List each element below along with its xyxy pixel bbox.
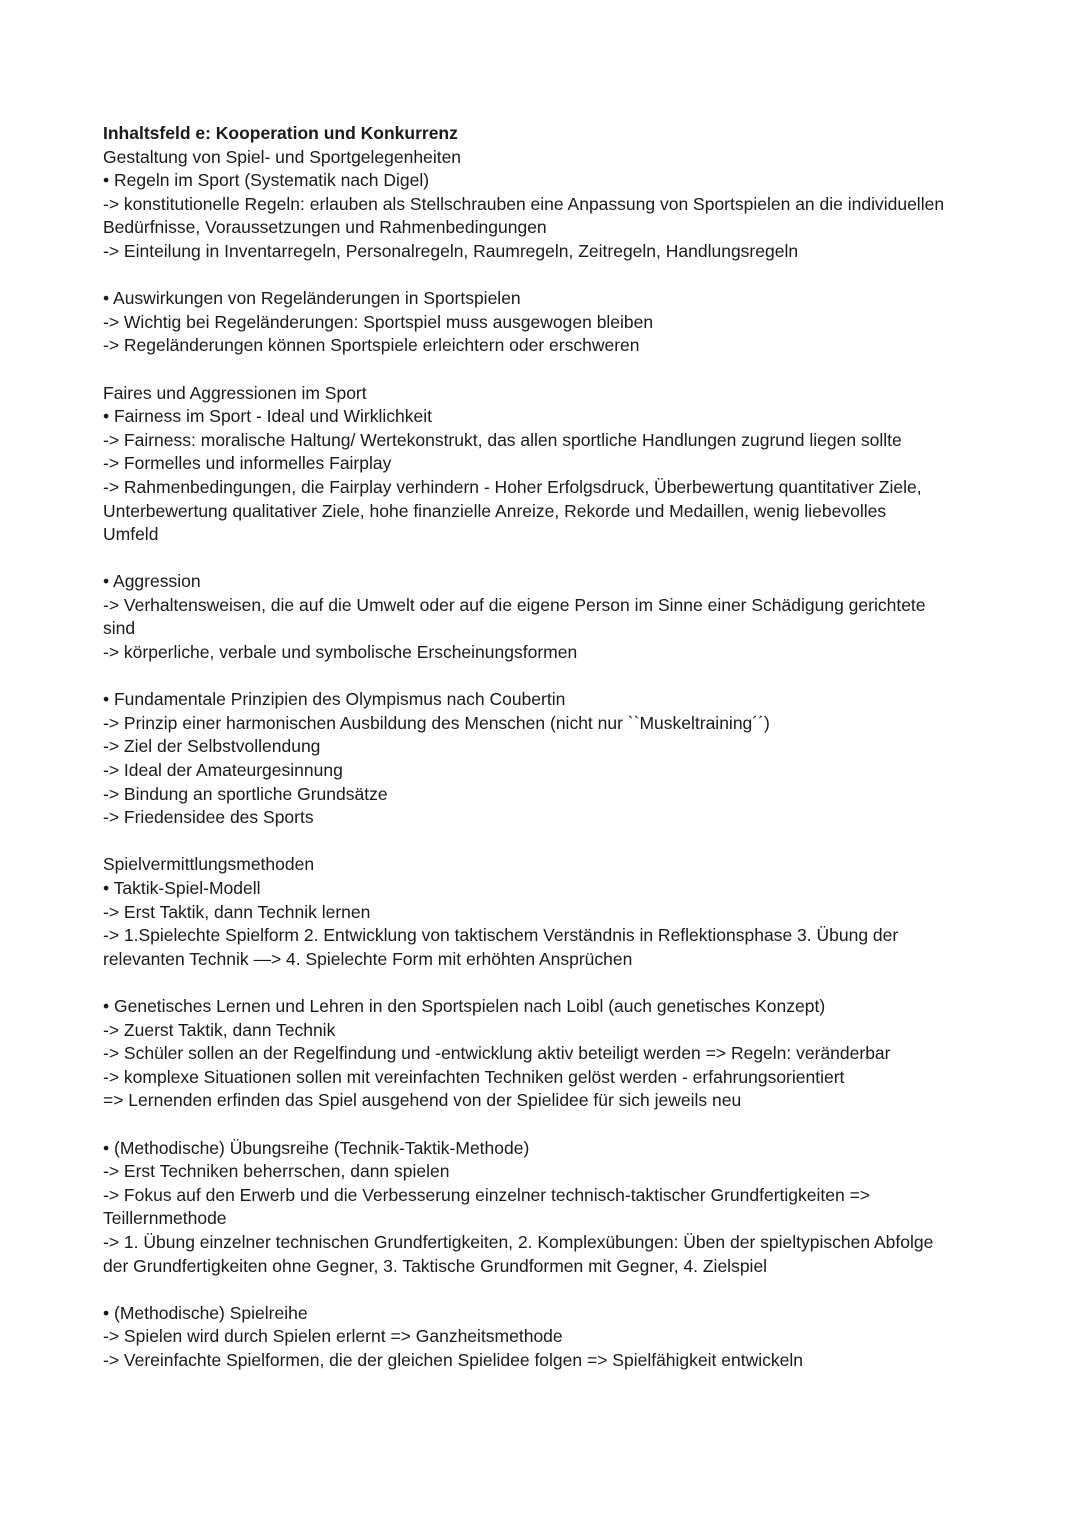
text-line: -> Friedensidee des Sports [103, 807, 314, 828]
document-heading: Inhaltsfeld e: Kooperation und Konkurrenz [103, 123, 458, 143]
blank-line [103, 264, 1003, 288]
blank-line [103, 830, 1003, 854]
text-line: Faires und Aggressionen im Sport [103, 382, 367, 403]
text-line: sind [103, 618, 136, 639]
text-line: -> Einteilung in Inventarregeln, Personalregeln, Raumregeln, Zeitregeln, Handlungsregeln [103, 240, 799, 261]
text-line: • (Methodische) Spielreihe [103, 1302, 308, 1323]
text-line: • Regeln im Sport (Systematik nach Digel) [103, 170, 430, 191]
text-line: Teillernmethode [103, 1208, 227, 1229]
text-line: Bedürfnisse, Voraussetzungen und Rahmenbedingungen [103, 217, 547, 238]
text-line: Spielvermittlungsmethoden [103, 854, 315, 875]
text-line: Gestaltung von Spiel- und Sportgelegenheiten [103, 146, 462, 167]
text-line: -> Wichtig bei Regeländerungen: Sportspiel muss ausgewogen bleiben [103, 311, 654, 332]
text-line: => Lernenden erfinden das Spiel ausgehend von der Spielidee für sich jeweils neu [103, 1090, 742, 1111]
text-line: -> Schüler sollen an der Regelfindung und -entwicklung aktiv beteiligt werden => Regeln: veränderbar [103, 1043, 891, 1064]
text-line: • Fairness im Sport - Ideal und Wirklichkeit [103, 406, 433, 427]
text-line: relevanten Technik —> 4. Spielechte Form mit erhöhten Ansprüchen [103, 948, 633, 969]
blank-line [103, 547, 1003, 571]
text-line: -> Fokus auf den Erwerb und die Verbesserung einzelner technisch-taktischer Grundfertigkeiten => [103, 1184, 871, 1205]
text-line: • (Methodische) Übungsreihe (Technik-Taktik-Methode) [103, 1137, 530, 1158]
blank-line [103, 665, 1003, 689]
text-line: • Taktik-Spiel-Modell [103, 878, 261, 898]
text-line: -> Vereinfachte Spielformen, die der gleichen Spielidee folgen => Spielfähigkeit entwickeln [103, 1349, 803, 1370]
text-line: -> Regeländerungen können Sportspiele erleichtern oder erschweren [103, 335, 640, 356]
text-line: -> Spielen wird durch Spielen erlernt => Ganzheitsmethode [103, 1326, 563, 1347]
blank-line [103, 358, 1003, 382]
text-line: -> Prinzip einer harmonischen Ausbildung des Menschen (nicht nur ``Muskeltraining´´) [103, 712, 770, 733]
text-line: -> Ideal der Amateurgesinnung [103, 760, 343, 781]
text-line: Umfeld [103, 524, 159, 545]
document-page [103, 122, 1003, 1372]
text-line: der Grundfertigkeiten ohne Gegner, 3. Taktische Grundformen mit Gegner, 4. Zielspiel [103, 1255, 768, 1276]
text-line: -> körperliche, verbale und symbolische Erscheinungsformen [103, 642, 578, 663]
blank-line [103, 1278, 1003, 1302]
blank-line [103, 971, 1003, 995]
text-line: -> Fairness: moralische Haltung/ Wertekonstrukt, das allen sportliche Handlungen zugrund liegen sollte [103, 429, 902, 450]
text-line: -> Rahmenbedingungen, die Fairplay verhindern - Hoher Erfolgsdruck, Überbewertung quantitativer Ziele, [103, 476, 922, 497]
text-line: -> Bindung an sportliche Grundsätze [103, 783, 388, 804]
text-line: -> 1. Übung einzelner technischen Grundfertigkeiten, 2. Komplexübungen: Üben der spieltypischen Abfolge [103, 1231, 934, 1252]
text-line: -> Erst Taktik, dann Technik lernen [103, 901, 371, 922]
text-line: • Auswirkungen von Regeländerungen in Sportspielen [103, 288, 521, 309]
text-line: -> Erst Techniken beherrschen, dann spielen [103, 1161, 450, 1182]
text-line: -> 1.Spielechte Spielform 2. Entwicklung von taktischem Verständnis in Reflektionsphase 3. Übung der [103, 925, 899, 946]
text-line: • Genetisches Lernen und Lehren in den Sportspielen nach Loibl (auch genetisches Konzept) [103, 995, 826, 1016]
text-line: -> konstitutionelle Regeln: erlauben als Stellschrauben eine Anpassung von Sportspielen an die individuellen [103, 193, 945, 214]
text-line: -> Ziel der Selbstvollendung [103, 736, 321, 757]
text-line: • Fundamentale Prinzipien des Olympismus nach Coubertin [103, 689, 566, 710]
text-line: -> Formelles und informelles Fairplay [103, 453, 392, 474]
text-line: • Aggression [103, 571, 201, 592]
text-line: -> Verhaltensweisen, die auf die Umwelt oder auf die eigene Person im Sinne einer Schädigung gerichtete [103, 594, 926, 615]
text-line: -> komplexe Situationen sollen mit vereinfachten Techniken gelöst werden - erfahrungsorientiert [103, 1066, 845, 1087]
text-line: -> Zuerst Taktik, dann Technik [103, 1019, 336, 1040]
text-line: Unterbewertung qualitativer Ziele, hohe finanzielle Anreize, Rekorde und Medaillen, wenig liebevolles [103, 500, 887, 521]
blank-line [103, 1113, 1003, 1137]
